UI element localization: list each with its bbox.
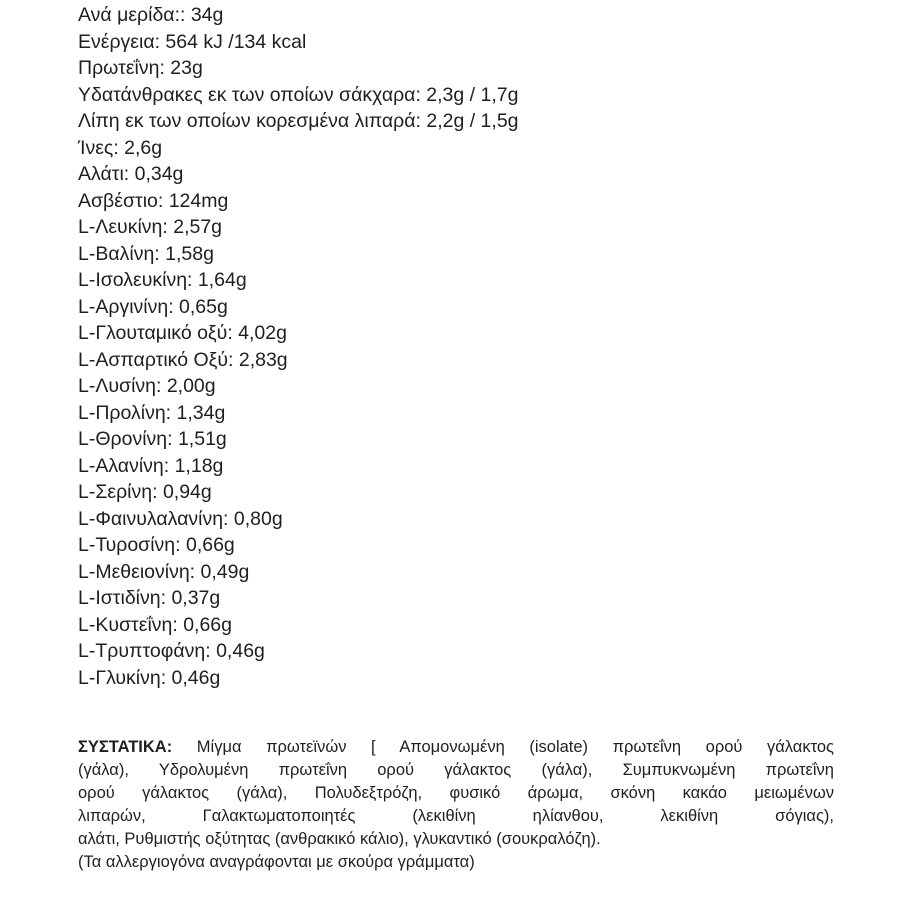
nutrition-line-alanine: L-Αλανίνη: 1,18g [78,454,224,477]
ingredients-line: ορού γάλακτος (γάλα), Πολυδεξτρόζη, φυσικό άρωμα, σκόνη κακάο μειωμένων [78,784,834,802]
nutrition-line-methionine: L-Μεθειονίνη: 0,49g [78,560,250,583]
nutrition-line-serving: Ανά μερίδα:: 34g [78,4,224,26]
nutrition-line-tyrosine: L-Τυροσίνη: 0,66g [78,534,235,556]
nutrition-line-proline: L-Προλίνη: 1,34g [78,401,226,424]
nutrition-line-phenylalanine: L-Φαινυλαλανίνη: 0,80g [78,507,283,530]
nutrition-line-histidine: L-Ιστιδίνη: 0,37g [78,587,221,609]
nutrition-line-fiber: Ίνες: 2,6g [78,136,163,159]
allergen-note: (Τα αλλεργιογόνα αναγράφονται με σκούρα γράμματα) [78,853,475,871]
nutrition-line-cysteine: L-Κυστεΐνη: 0,66g [78,613,233,636]
nutrition-line-calcium: Ασβέστιο: 124mg [78,189,229,212]
nutrition-line-arginine: L-Αργινίνη: 0,65g [78,295,228,318]
nutrition-line-fat: Λίπη εκ των οποίων κορεσμένα λιπαρά: 2,2g / 1,5g [78,110,519,132]
nutrition-line-leucine: L-Λευκίνη: 2,57g [78,216,223,238]
ingredients-section [78,736,834,874]
nutrition-line-carbohydrates: Υδατάνθρακες εκ των οποίων σάκχαρα: 2,3g / 1,7g [78,83,519,106]
nutrition-line-valine: L-Βαλίνη: 1,58g [78,242,214,265]
nutrition-facts-list [78,2,519,691]
nutrition-line-threonine: L-Θρονίνη: 1,51g [78,428,227,450]
ingredients-line: λιπαρών, Γαλακτωματοποιητές (λεκιθίνη ηλίανθου, λεκιθίνη σόγιας), [78,807,834,825]
nutrition-line-aspartic-acid: L-Ασπαρτικό Οξύ: 2,83g [78,348,288,371]
nutrition-line-serine: L-Σερίνη: 0,94g [78,481,212,503]
ingredients-line: (γάλα), Υδρολυμένη πρωτεΐνη ορού γάλακτος (γάλα), Συμπυκνωμένη πρωτεΐνη [78,761,834,779]
ingredients-text: Μίγμα πρωτεϊνών [ Απομονωμένη (isolate) πρωτεΐνη ορού γάλακτος [172,738,834,756]
nutrition-line-glutamic-acid: L-Γλουταμικό οξύ: 4,02g [78,322,287,344]
nutrition-line-protein: Πρωτεΐνη: 23g [78,57,203,79]
ingredients-line [78,736,834,759]
nutrition-line-energy: Ενέργεια: 564 kJ /134 kcal [78,30,307,53]
nutrition-line-salt: Αλάτι: 0,34g [78,163,184,185]
nutrition-line-glycine: L-Γλυκίνη: 0,46g [78,666,221,689]
nutrition-line-tryptophan: L-Τρυπτοφάνη: 0,46g [78,640,265,662]
nutrition-line-lysine: L-Λυσίνη: 2,00g [78,375,216,397]
ingredients-line: αλάτι, Ρυθμιστής οξύτητας (ανθρακικό κάλιο), γλυκαντικό (σουκραλόζη). [78,830,601,848]
nutrition-line-isoleucine: L-Ισολευκίνη: 1,64g [78,269,247,291]
ingredients-label: ΣΥΣΤΑΤΙΚΑ: [78,738,173,756]
